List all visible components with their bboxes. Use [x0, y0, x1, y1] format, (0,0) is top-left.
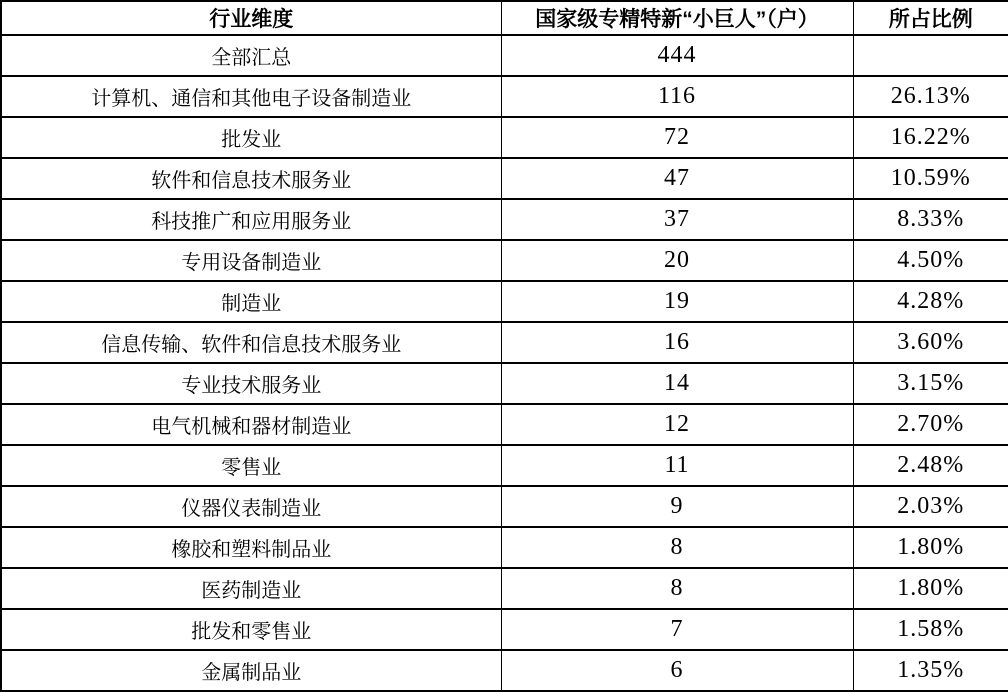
- industry-cell: 计算机、通信和其他电子设备制造业: [1, 76, 501, 117]
- table-row: [1, 404, 1008, 445]
- count-cell: 37: [501, 199, 853, 240]
- share-cell: 4.28%: [853, 281, 1008, 322]
- industry-cell: 仪器仪表制造业: [1, 486, 501, 527]
- industry-cell: 医药制造业: [1, 568, 501, 609]
- share-cell: 1.35%: [853, 650, 1008, 691]
- industry-cell: 制造业: [1, 281, 501, 322]
- count-cell: 9: [501, 486, 853, 527]
- share-cell: 2.70%: [853, 404, 1008, 445]
- count-cell: 20: [501, 240, 853, 281]
- count-cell: 16: [501, 322, 853, 363]
- table-row: [1, 76, 1008, 117]
- count-cell: 444: [501, 35, 853, 76]
- share-cell: 3.60%: [853, 322, 1008, 363]
- share-cell: 26.13%: [853, 76, 1008, 117]
- share-cell: [853, 35, 1008, 76]
- table-row: [1, 322, 1008, 363]
- table-row: [1, 445, 1008, 486]
- count-cell: 14: [501, 363, 853, 404]
- count-cell: 19: [501, 281, 853, 322]
- share-cell: 4.50%: [853, 240, 1008, 281]
- table-row: [1, 240, 1008, 281]
- industry-cell: 批发业: [1, 117, 501, 158]
- count-cell: 12: [501, 404, 853, 445]
- table-row: [1, 486, 1008, 527]
- table-row: [1, 650, 1008, 691]
- industry-cell: 电气机械和器材制造业: [1, 404, 501, 445]
- table-row: [1, 281, 1008, 322]
- industry-cell: 批发和零售业: [1, 609, 501, 650]
- count-cell: 116: [501, 76, 853, 117]
- count-cell: 8: [501, 527, 853, 568]
- industry-cell: 科技推广和应用服务业: [1, 199, 501, 240]
- industry-cell: 专业技术服务业: [1, 363, 501, 404]
- share-cell: 2.48%: [853, 445, 1008, 486]
- share-cell: 1.80%: [853, 568, 1008, 609]
- share-cell: 1.80%: [853, 527, 1008, 568]
- table-row: [1, 527, 1008, 568]
- column-header-share: 所占比例: [853, 1, 1008, 35]
- table-row: [1, 158, 1008, 199]
- industry-cell: 信息传输、软件和信息技术服务业: [1, 322, 501, 363]
- share-cell: 16.22%: [853, 117, 1008, 158]
- column-header-count: 国家级专精特新“小巨人”（户）: [501, 1, 853, 35]
- industry-cell: 全部汇总: [1, 35, 501, 76]
- industry-cell: 金属制品业: [1, 650, 501, 691]
- industry-cell: 专用设备制造业: [1, 240, 501, 281]
- table-row: [1, 363, 1008, 404]
- count-cell: 11: [501, 445, 853, 486]
- share-cell: 3.15%: [853, 363, 1008, 404]
- share-cell: 10.59%: [853, 158, 1008, 199]
- industry-cell: 零售业: [1, 445, 501, 486]
- table-row: [1, 609, 1008, 650]
- table-row: [1, 117, 1008, 158]
- table-row: [1, 199, 1008, 240]
- count-cell: 47: [501, 158, 853, 199]
- count-cell: 8: [501, 568, 853, 609]
- share-cell: 8.33%: [853, 199, 1008, 240]
- table-row: [1, 35, 1008, 76]
- column-header-industry: 行业维度: [1, 1, 501, 35]
- share-cell: 1.58%: [853, 609, 1008, 650]
- count-cell: 7: [501, 609, 853, 650]
- industry-cell: 软件和信息技术服务业: [1, 158, 501, 199]
- table-row: [1, 568, 1008, 609]
- count-cell: 6: [501, 650, 853, 691]
- header-row: [1, 1, 1008, 35]
- industry-cell: 橡胶和塑料制品业: [1, 527, 501, 568]
- share-cell: 2.03%: [853, 486, 1008, 527]
- count-cell: 72: [501, 117, 853, 158]
